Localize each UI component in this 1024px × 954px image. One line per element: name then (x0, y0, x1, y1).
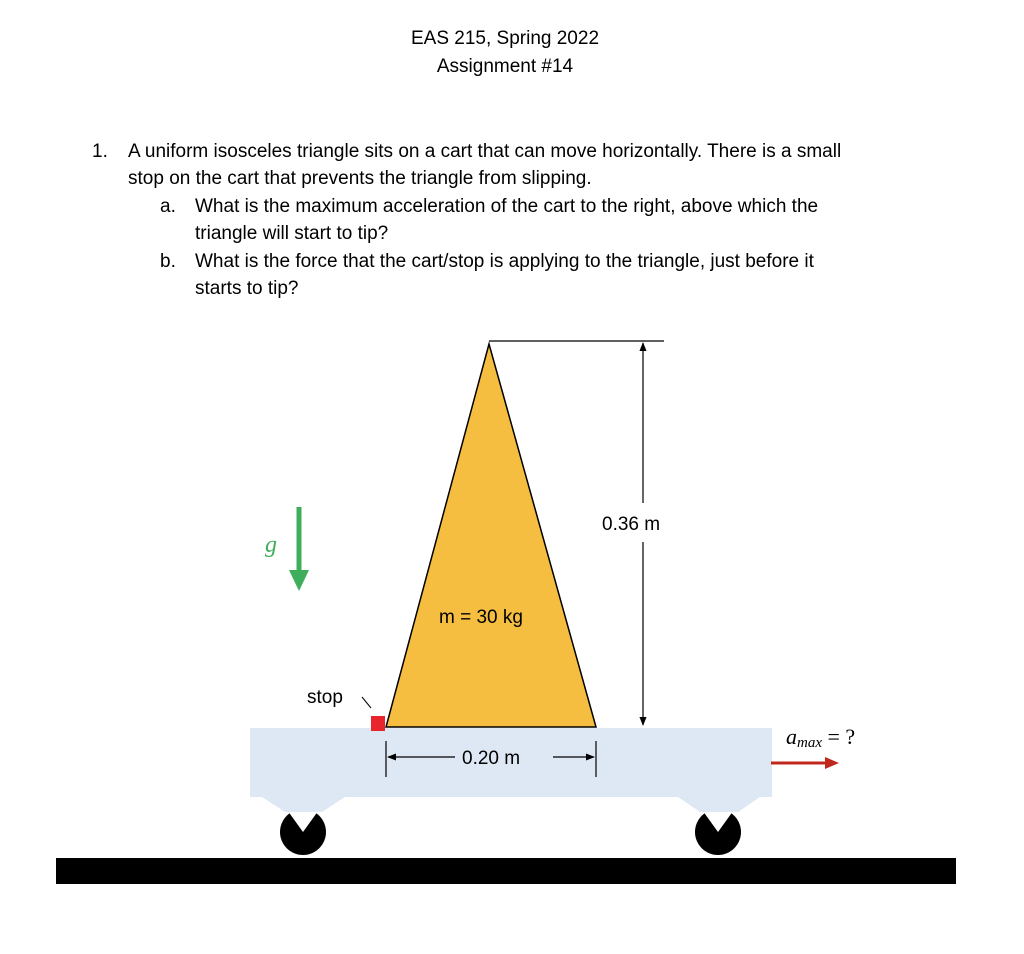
left-wheel (280, 807, 326, 855)
cart-left-leg (262, 797, 345, 812)
part-a-letter: a. (160, 196, 176, 217)
part-b-line-2: starts to tip? (195, 278, 299, 299)
height-label: 0.36 m (602, 514, 661, 535)
stop-block (371, 716, 385, 731)
base-label: 0.20 m (462, 748, 521, 769)
gravity-label: g (265, 532, 277, 558)
right-wheel (695, 807, 741, 855)
acceleration-symbol: a (786, 724, 797, 749)
stop-label: stop (307, 687, 343, 708)
stop-pointer-line (362, 697, 371, 708)
cart-right-leg (678, 797, 760, 812)
problem-statement-line-1: A uniform isosceles triangle sits on a cart that can move horizontally. There is a small (128, 141, 842, 162)
acceleration-label (786, 724, 855, 751)
part-b-letter: b. (160, 251, 176, 272)
ground (56, 858, 956, 884)
acceleration-equals-question: = ? (822, 724, 856, 749)
course-title: EAS 215, Spring 2022 (410, 28, 600, 49)
problem-statement-line-2: stop on the cart that prevents the triangle from slipping. (128, 168, 592, 189)
part-b-line-1: What is the force that the cart/stop is applying to the triangle, just before it (195, 251, 814, 272)
mass-label: m = 30 kg (439, 607, 523, 628)
acceleration-subscript: max (797, 735, 822, 751)
gravity-arrow-head (289, 570, 309, 591)
problem-number: 1. (92, 141, 108, 162)
part-a-line-1: What is the maximum acceleration of the cart to the right, above which the (195, 196, 819, 217)
assignment-title: Assignment #14 (436, 56, 574, 77)
part-a-line-2: triangle will start to tip? (195, 223, 389, 244)
acceleration-arrow-head (825, 757, 839, 769)
isosceles-triangle (386, 344, 596, 727)
